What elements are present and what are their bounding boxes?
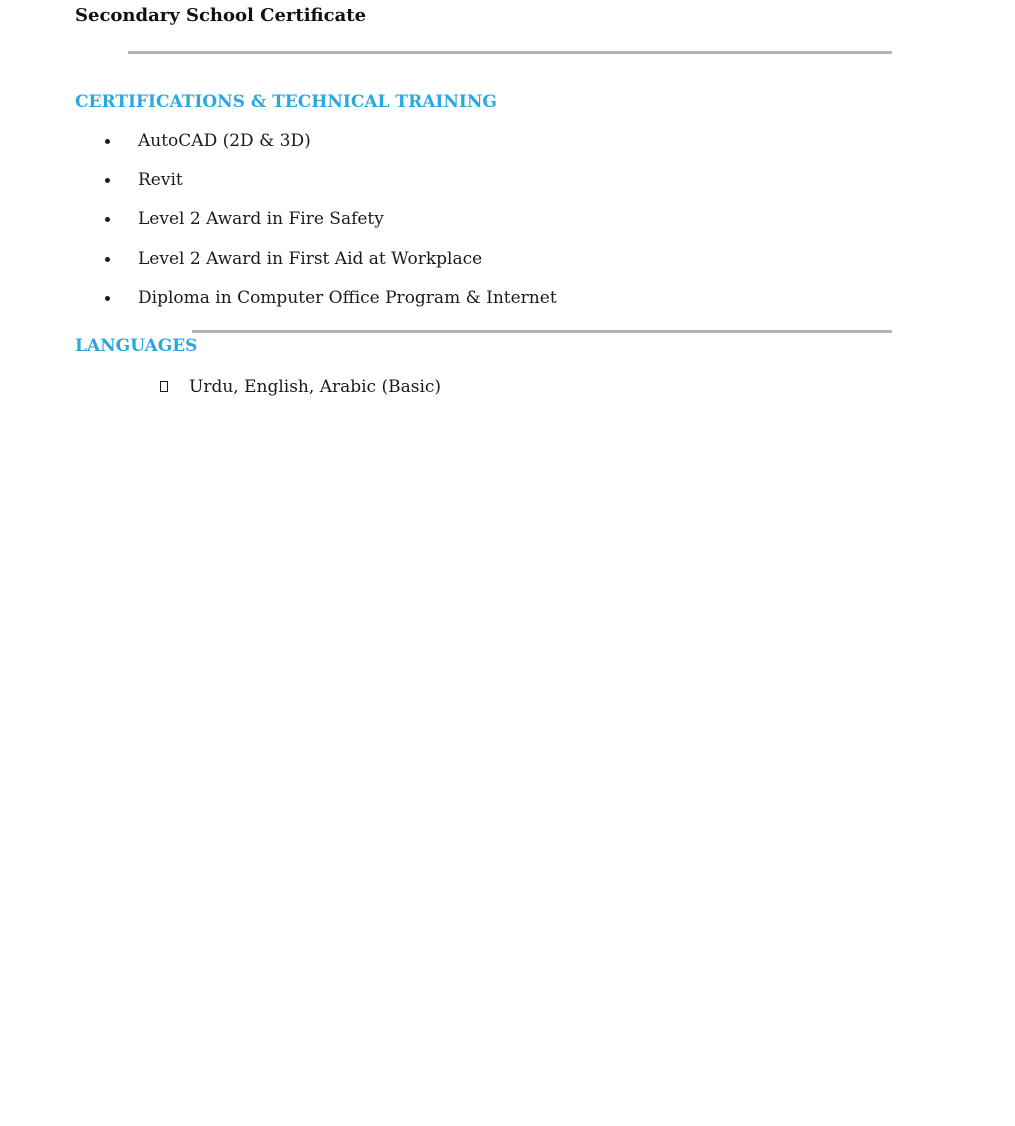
- section-divider: [192, 330, 892, 333]
- bullet-dot-icon: [105, 257, 110, 262]
- certification-text: AutoCAD (2D & 3D): [138, 131, 311, 151]
- bullet-dot-icon: [105, 178, 110, 183]
- bullet-dot-icon: [105, 217, 110, 222]
- bullet-dot-icon: [105, 296, 110, 301]
- certification-text: Revit: [138, 170, 183, 191]
- education-item-heading: Secondary School Certificate: [75, 5, 367, 26]
- certification-text: Level 2 Award in First Aid at Workplace: [138, 248, 483, 269]
- certification-text: Diploma in Computer Office Program & Internet: [138, 287, 557, 308]
- languages-heading: LANGUAGES: [75, 336, 198, 356]
- square-box-icon: [160, 381, 168, 392]
- certifications-heading: CERTIFICATIONS & TECHNICAL TRAINING: [75, 92, 497, 112]
- language-text: Urdu, English, Arabic (Basic): [189, 377, 442, 397]
- bullet-dot-icon: [105, 139, 110, 144]
- section-divider: [128, 51, 892, 54]
- certification-text: Level 2 Award in Fire Safety: [138, 209, 384, 230]
